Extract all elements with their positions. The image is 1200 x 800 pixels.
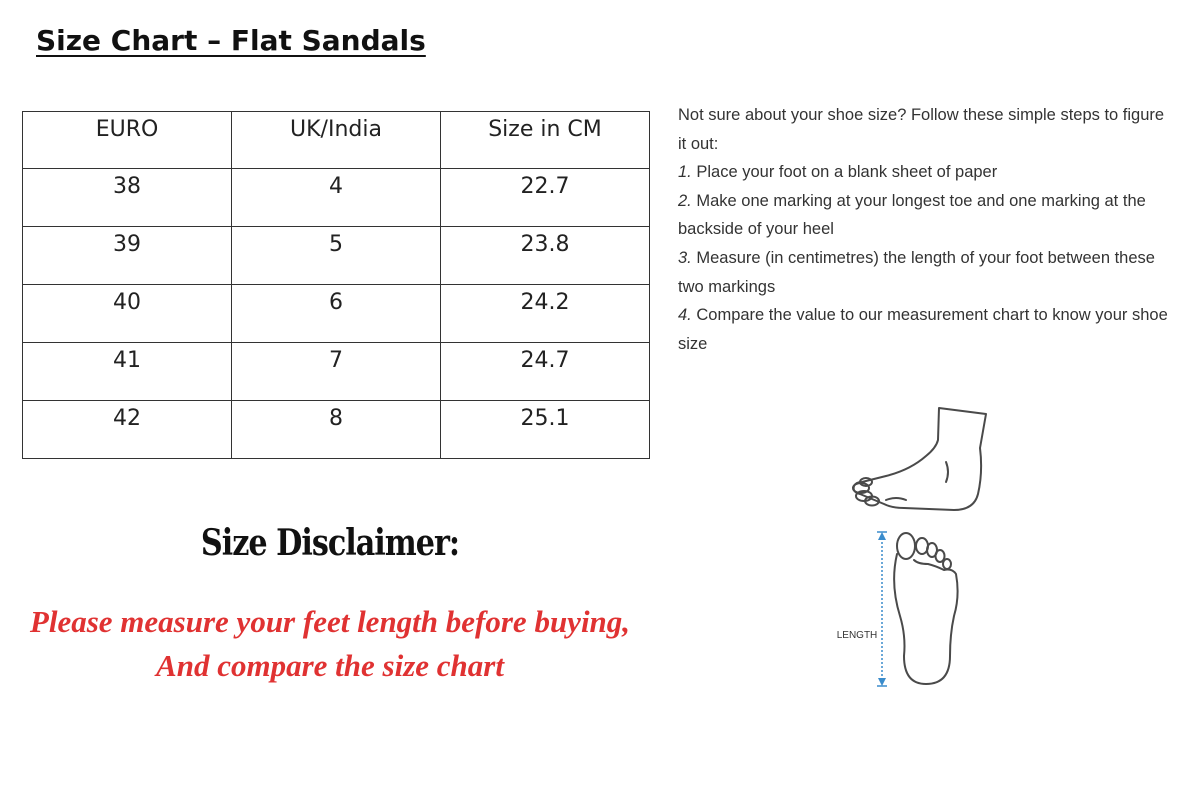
cell-size-cm: 24.7 — [441, 343, 650, 401]
cell-size-cm: 25.1 — [441, 401, 650, 459]
size-chart-table — [22, 111, 650, 459]
table-header-row — [23, 112, 650, 169]
cell-uk-india: 7 — [232, 343, 441, 401]
instruction-step — [678, 158, 1168, 187]
table-row — [23, 401, 650, 459]
step-text: Make one marking at your longest toe and one marking at the backside of your heel — [678, 191, 1146, 239]
header-uk-india: UK/India — [232, 112, 441, 169]
foot-top-view-icon — [826, 524, 966, 690]
cell-uk-india: 5 — [232, 227, 441, 285]
cell-size-cm: 22.7 — [441, 169, 650, 227]
disclaimer-heading: Size Disclaimer: — [200, 522, 460, 564]
step-number: 4. — [678, 306, 692, 325]
step-text: Place your foot on a blank sheet of paper — [696, 163, 998, 182]
cell-euro: 41 — [23, 343, 232, 401]
instructions-intro: Not sure about your shoe size? Follow these simple steps to figure it out: — [678, 106, 1165, 153]
cell-uk-india: 8 — [232, 401, 441, 459]
instruction-step — [678, 244, 1168, 301]
table-row — [23, 227, 650, 285]
disclaimer-line: Please measure your feet length before buying, — [29, 604, 631, 639]
cell-uk-india: 4 — [232, 169, 441, 227]
foot-side-view-icon — [846, 402, 994, 516]
cell-euro: 42 — [23, 401, 232, 459]
header-size-cm: Size in CM — [441, 112, 650, 169]
cell-euro: 38 — [23, 169, 232, 227]
cell-euro: 39 — [23, 227, 232, 285]
table-row — [23, 343, 650, 401]
step-number: 3. — [678, 248, 692, 267]
cell-euro: 40 — [23, 285, 232, 343]
length-label: LENGTH — [836, 630, 878, 641]
cell-uk-india: 6 — [232, 285, 441, 343]
step-number: 2. — [678, 191, 692, 210]
instruction-step — [678, 187, 1168, 244]
step-text: Compare the value to our measurement chart to know your shoe size — [678, 306, 1168, 353]
measurement-instructions — [678, 101, 1168, 358]
page-title: Size Chart – Flat Sandals — [36, 24, 426, 57]
cell-size-cm: 23.8 — [441, 227, 650, 285]
disclaimer-line: And compare the size chart — [156, 648, 504, 683]
header-euro: EURO — [23, 112, 232, 169]
disclaimer-text — [0, 600, 660, 688]
table-row — [23, 169, 650, 227]
instruction-step — [678, 301, 1168, 358]
step-number: 1. — [678, 163, 692, 182]
step-text: Measure (in centimetres) the length of your foot between these two markings — [678, 248, 1155, 296]
table-row — [23, 285, 650, 343]
cell-size-cm: 24.2 — [441, 285, 650, 343]
